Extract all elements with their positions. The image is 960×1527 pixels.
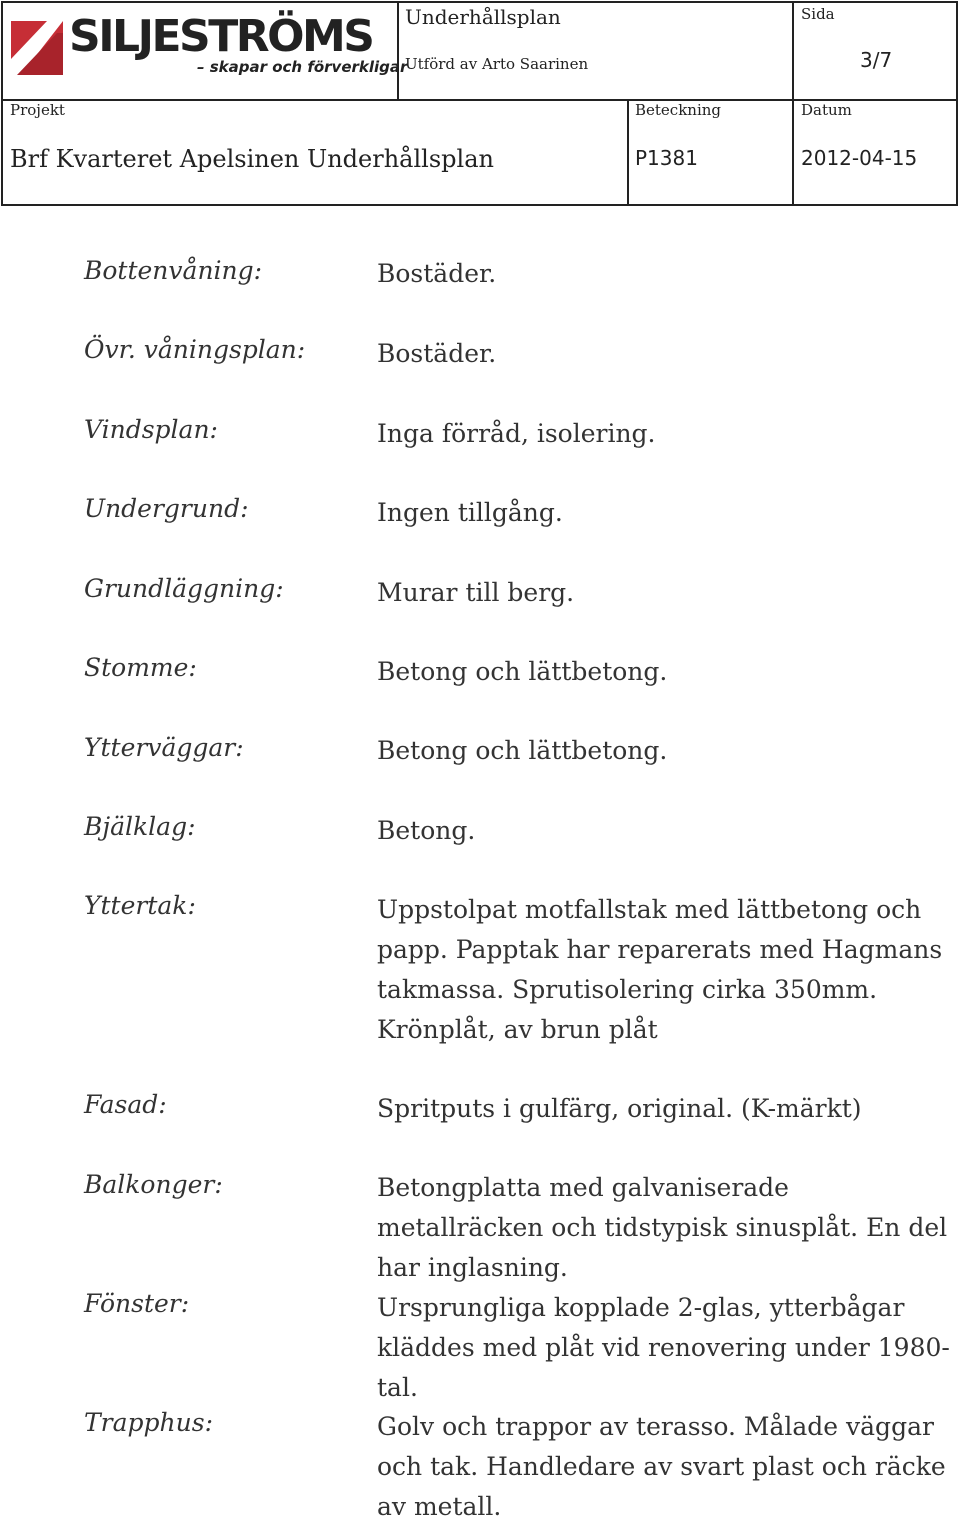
row-label-fonster: Fönster: — [84, 1289, 190, 1318]
logo-tagline: – skapar och förverkligar — [197, 58, 408, 76]
row-value-vindsplan: Inga förråd, isolering. — [377, 419, 656, 448]
header-divider — [792, 3, 794, 205]
row-value-balkonger: Betongplatta med galvaniserade metallräcken och tidstypisk sinusplåt. En del har inglasning. — [377, 1173, 948, 1282]
row-value-yttertak: Uppstolpat motfallstak med lättbetong och papp. Papptak har reparerats med Hagmans takmassa. Sprutisolering cirka 350mm. Krönplåt, av brun plåt — [377, 895, 943, 1044]
row-label-vindsplan: Vindsplan: — [84, 415, 218, 444]
date-label: Datum — [801, 101, 852, 119]
row-label-trapphus: Trapphus: — [84, 1408, 213, 1437]
company-logo — [7, 11, 408, 81]
row-value-ytterväggar: Betong och lättbetong. — [377, 736, 668, 765]
row-value-fasad: Spritputs i gulfärg, original. (K-märkt) — [377, 1094, 862, 1123]
date-value: 2012-04-15 — [801, 146, 918, 170]
document-header — [1, 1, 958, 206]
row-label-grundlaggning: Grundläggning: — [84, 574, 284, 603]
row-label-yttertak: Yttertak: — [84, 891, 196, 920]
row-value-bjalklag: Betong. — [377, 816, 476, 845]
page-label: Sida — [801, 5, 835, 23]
page-number: 3/7 — [860, 48, 893, 72]
row-value-stomme: Betong och lättbetong. — [377, 657, 668, 686]
row-value-fonster: Ursprungliga kopplade 2-glas, ytterbågar kläddes med plåt vid renovering under 1980-tal. — [377, 1293, 950, 1402]
doc-type: Underhållsplan — [405, 5, 561, 29]
row-value-trapphus: Golv och trappor av terasso. Målade väggar och tak. Handledare av svart plast och räcke av metall. — [377, 1412, 946, 1521]
row-value-ovr-vaningsplan: Bostäder. — [377, 339, 497, 368]
row-label-bjalklag: Bjälklag: — [84, 812, 196, 841]
row-label-fasad: Fasad: — [84, 1090, 167, 1119]
row-label-stomme: Stomme: — [84, 653, 197, 682]
row-label-undergrund: Undergrund: — [84, 494, 249, 523]
author: Utförd av Arto Saarinen — [405, 55, 589, 73]
row-label-balkonger: Balkonger: — [84, 1170, 223, 1199]
project-label: Projekt — [10, 101, 65, 119]
row-label-ytterväggar: Ytterväggar: — [84, 733, 244, 762]
designation-value: P1381 — [635, 146, 698, 170]
row-value-grundlaggning: Murar till berg. — [377, 578, 575, 607]
row-value-undergrund: Ingen tillgång. — [377, 498, 563, 527]
row-value-bottenvaning: Bostäder. — [377, 259, 497, 288]
logo-wordmark: SILJESTRÖMS — [69, 11, 373, 62]
designation-label: Beteckning — [635, 101, 722, 119]
header-divider — [397, 3, 399, 99]
row-label-bottenvaning: Bottenvåning: — [84, 256, 263, 285]
header-divider — [627, 99, 629, 205]
project-value: Brf Kvarteret Apelsinen Underhållsplan — [10, 145, 494, 173]
siljestroms-logo-icon — [7, 19, 65, 77]
row-label-ovr-vaningsplan: Övr. våningsplan: — [84, 335, 306, 364]
